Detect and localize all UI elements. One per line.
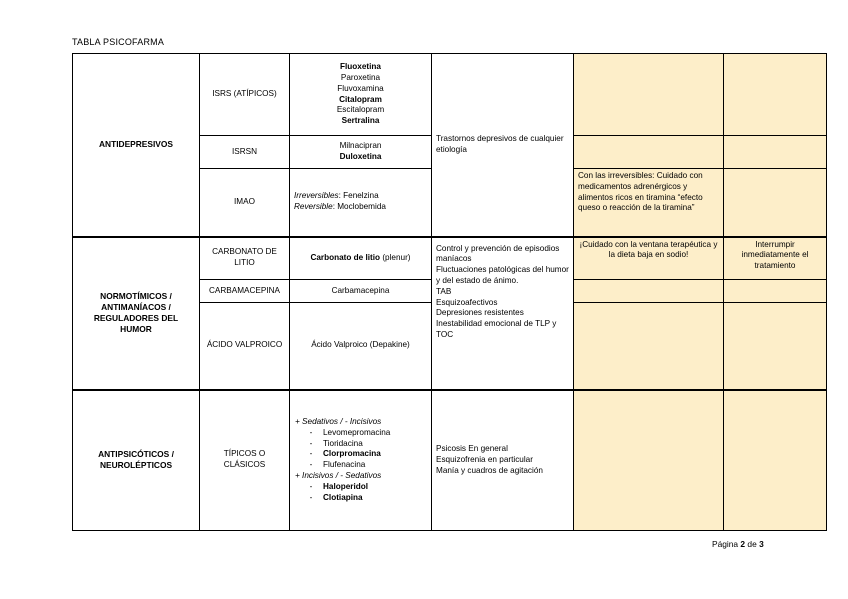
list-item: [295, 493, 427, 504]
action-cell: [724, 303, 827, 390]
drug-litio: [290, 237, 432, 280]
list-item: [295, 460, 427, 471]
indication-line: Inestabilidad emocional de TLP y TOC: [436, 319, 557, 340]
drug-valproico: Ácido Valproico (Depakine): [290, 303, 432, 390]
drug-name: Escitalopram: [336, 105, 385, 115]
list-item: [295, 482, 427, 493]
list-item: [295, 439, 427, 450]
subclass-isrsn: ISRSN: [200, 136, 290, 169]
category-antidepresivos: ANTIDEPRESIVOS: [73, 54, 200, 237]
action-cell: [724, 390, 827, 531]
list-item: [295, 428, 427, 439]
indication-antidepresivos: Trastornos depresivos de cualquier etiología: [432, 54, 574, 237]
notes-cell: [574, 303, 724, 390]
page-current: 2: [740, 539, 746, 549]
drug-name: Clotiapina: [323, 492, 363, 502]
subclass-litio: CARBONATO DE LITIO: [200, 237, 290, 280]
drug-name: Levomepromacina: [323, 427, 391, 437]
indication-normotimicos: [432, 237, 574, 390]
brand-name: (plenur): [380, 252, 411, 262]
notes-cell: [574, 390, 724, 531]
subclass-isrs: ISRS (ATÍPICOS): [200, 54, 290, 136]
category-normotimicos: NORMOTÍMICOS / ANTIMANÍACOS / REGULADORES DEL HUMOR: [73, 237, 200, 390]
document-title: TABLA PSICOFARMA: [72, 37, 165, 47]
incisivos-header: + Incisivos / - Sedativos: [295, 471, 382, 481]
drug-carbamacepina: Carbamacepina: [290, 280, 432, 303]
indication-line: Fluctuaciones patológicas del humor y del estado de ánimo.: [436, 265, 569, 285]
table-row: [73, 237, 827, 280]
table-row: [73, 54, 827, 136]
page-number: [712, 539, 764, 549]
imao-caution-note: Con las irreversibles: Cuidado con medicamentos adrenérgicos y alimentos ricos en tiramina “efecto queso o reacción de la tiramina”: [574, 169, 724, 237]
subclass-tipicos: TÍPICOS O CLÁSICOS: [200, 390, 290, 531]
drug-name: Fluvoxamina: [337, 83, 384, 93]
reversible-label: Reversible: [294, 202, 333, 212]
drug-list-isrs: [290, 54, 432, 136]
drug-name: Paroxetina: [340, 72, 381, 82]
drug-name: Tioridacina: [323, 438, 363, 448]
action-cell: [724, 169, 827, 237]
imao-reversible-line: [294, 202, 427, 213]
page-word: Página: [712, 539, 741, 549]
dash-bullet: -: [309, 460, 313, 470]
action-cell: [724, 280, 827, 303]
indication-line: Esquizofrenia en particular: [436, 454, 533, 464]
drug-name: Sertralina: [341, 116, 380, 126]
dash-bullet: -: [309, 481, 313, 491]
indication-line: Manía y cuadros de agitación: [436, 465, 543, 475]
drug-name: Flufenacina: [323, 460, 366, 470]
list-item: [295, 449, 427, 460]
page-total: 3: [759, 539, 764, 549]
action-cell: [724, 54, 827, 136]
indication-line: Esquizoafectivos: [436, 297, 498, 307]
drug-list-isrsn: [290, 136, 432, 169]
litio-action-note: Interrumpir inmediatamente el tratamiento: [724, 237, 827, 280]
indication-line: TAB: [436, 286, 452, 296]
drug-name: : Fenelzina: [338, 191, 379, 201]
drug-name: Citalopram: [339, 94, 382, 104]
imao-irreversible-line: [294, 191, 427, 202]
indication-antipsicoticos: [432, 390, 574, 531]
irreversible-label: Irreversibles: [294, 191, 339, 201]
sedativos-header: + Sedativos / - Incisivos: [295, 416, 382, 426]
subclass-valproico: ÁCIDO VALPROICO: [200, 303, 290, 390]
drug-name: Haloperidol: [323, 481, 369, 491]
notes-cell: [574, 280, 724, 303]
notes-cell: [574, 136, 724, 169]
action-cell: [724, 136, 827, 169]
psicofarma-table: [72, 53, 827, 531]
drug-list-imao: [290, 169, 432, 237]
dash-bullet: -: [309, 438, 313, 448]
drug-name: Fluoxetina: [340, 62, 381, 72]
drug-name: Duloxetina: [339, 152, 382, 161]
notes-cell: [574, 54, 724, 136]
drug-name: Milnacipran: [339, 141, 382, 151]
indication-line: Control y prevención de episodios maníacos: [436, 243, 560, 264]
page-of: de: [745, 539, 760, 549]
drug-list-antipsicoticos: [290, 390, 432, 531]
table-row: [73, 390, 827, 531]
indication-line: Depresiones resistentes: [436, 308, 524, 318]
indication-line: Psicosis En general: [436, 444, 508, 453]
drug-name: Carbonato de litio: [310, 252, 381, 262]
dash-bullet: -: [309, 449, 313, 459]
category-antipsicoticos: ANTIPSICÓTICOS / NEUROLÉPTICOS: [73, 390, 200, 531]
dash-bullet: -: [309, 492, 313, 502]
drug-name: Clorpromacina: [323, 449, 381, 459]
litio-caution-note: ¡Cuidado con la ventana terapéutica y la dieta baja en sodio!: [574, 237, 724, 280]
dash-bullet: -: [309, 427, 313, 437]
subclass-carbamacepina: CARBAMACEPINA: [200, 280, 290, 303]
drug-name: : Moclobemida: [332, 202, 386, 212]
subclass-imao: IMAO: [200, 169, 290, 237]
